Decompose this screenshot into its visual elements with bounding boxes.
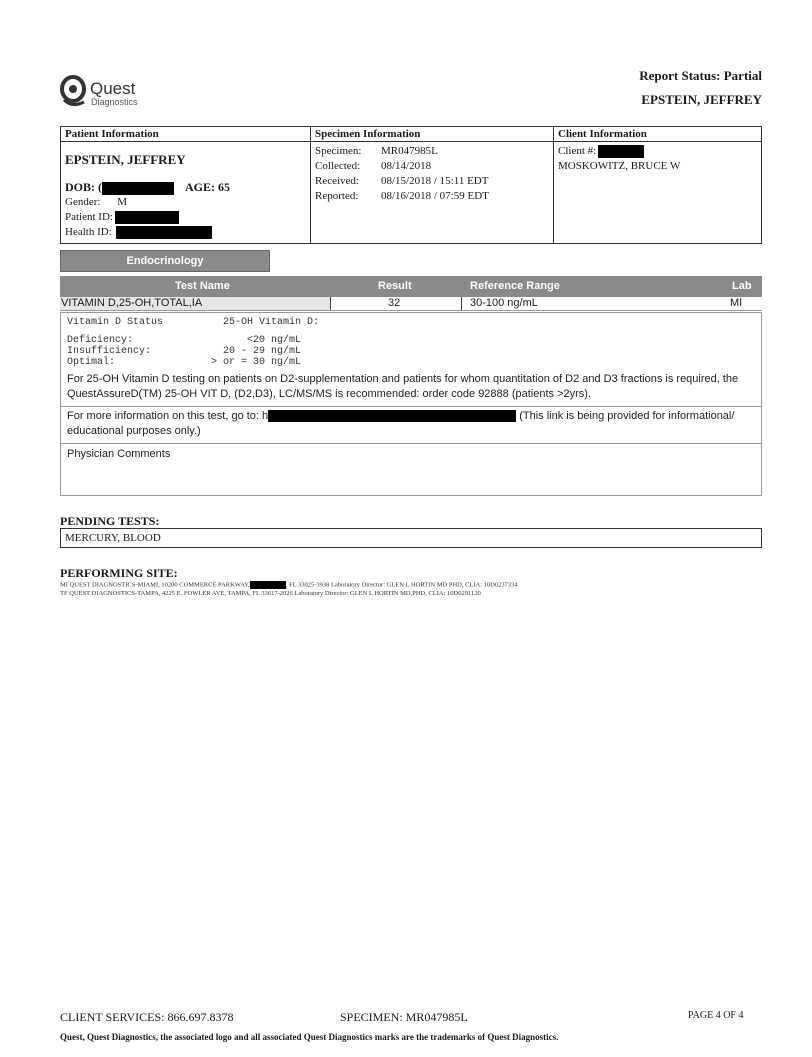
section-tab-endocrinology: Endocrinology (60, 250, 270, 272)
redaction (268, 410, 516, 422)
reference-range: 30-100 ng/mL (470, 297, 538, 309)
patient-id-line (61, 210, 310, 225)
performing-site-line: MI QUEST DIAGNOSTICS-MIAMI, 10200 COMMERCE PARKWAY, , FL 33025-3938 Laboratory Director: GLEN L HORTIN MD PHD, CLIA: 10D0237334 (60, 581, 518, 589)
col-reference-range: Reference Range (470, 280, 560, 292)
test-name: VITAMIN D,25-OH,TOTAL,IA (61, 297, 203, 309)
gender-label: Gender: (65, 196, 101, 208)
client-number-line (554, 142, 761, 159)
dob-label: DOB: ( (65, 180, 102, 194)
specimen-row: Collected: 08/14/2018 (315, 160, 432, 172)
specimen-information (311, 127, 554, 243)
redaction (115, 211, 179, 224)
redaction (116, 226, 212, 239)
specimen-row: Reported: 08/16/2018 / 07:59 EDT (315, 190, 489, 202)
client-info-heading: Client Information (554, 127, 761, 142)
col-lab: Lab (732, 280, 752, 292)
report-status: Report Status: Partial (639, 68, 762, 83)
results-table-header (60, 276, 762, 297)
more-info-note: For more information on this test, go to: h (This link is being provided for informational/ educational purposes only.) (67, 410, 735, 437)
page-number: PAGE 4 OF 4 (688, 1010, 744, 1021)
performing-site-line: TF QUEST DIAGNOSTICS-TAMPA, 4225 E. FOWLER AVE, TAMPA, FL 33617-2026 Laboratory Director: GLEN L HORTIN MD,PHD, CLIA: 10D0291120 (60, 590, 481, 597)
health-id-line (61, 225, 310, 240)
status-line: Optimal: > or = 30 ng/mL (67, 357, 302, 368)
client-services: CLIENT SERVICES: 866.697.8378 (60, 1010, 234, 1024)
patient-info-heading: Patient Information (61, 127, 310, 142)
patient-information (61, 127, 311, 243)
footer-specimen: SPECIMEN: MR047985L (340, 1010, 468, 1024)
testing-note: For 25-OH Vitamin D testing on patients on D2-supplementation and patients for whom quantitation of D2 and D3 fractions is required, the QuestAssureD(TM) 25-OH VIT D, (D2,D3), LC/MS/MS is recommended: order code 92888 (patients >2yrs). (67, 373, 739, 400)
result-value: 32 (388, 297, 401, 309)
pending-tests-box (60, 528, 762, 548)
pending-tests-title: PENDING TESTS: (60, 514, 160, 528)
performing-site-title: PERFORMING SITE: (60, 566, 178, 580)
specimen-row: Received: 08/15/2018 / 15:11 EDT (315, 175, 489, 187)
pending-test-item: MERCURY, BLOOD (65, 532, 161, 544)
health-id-label: Health ID: (65, 226, 112, 238)
client-information (554, 127, 761, 243)
result-comments (60, 312, 762, 496)
status-line: Deficiency: <20 ng/mL (67, 335, 302, 346)
age-label: AGE: 65 (185, 180, 230, 194)
physician-comments: Physician Comments (67, 448, 171, 460)
lab-code: MI (730, 297, 743, 309)
quest-logo (60, 74, 170, 110)
patient-name: EPSTEIN, JEFFREY (65, 152, 186, 167)
specimen-info-heading: Specimen Information (311, 127, 553, 142)
logo-subtitle: Diagnostics (91, 97, 138, 107)
redaction (102, 182, 174, 195)
status-line: Insufficiency: 20 - 29 ng/mL (67, 346, 302, 357)
specimen-row: Specimen: MR047985L (315, 145, 438, 157)
info-box (60, 126, 762, 244)
specimen-rows (311, 142, 553, 204)
redaction (250, 581, 286, 589)
quest-logo-icon (60, 74, 88, 108)
gender-line (61, 195, 310, 210)
patient-id-label: Patient ID: (65, 211, 113, 223)
dob-age-line (61, 180, 310, 195)
client-number-label: Client #: (558, 145, 597, 157)
redaction (598, 145, 644, 158)
ordering-physician: MOSKOWITZ, BRUCE W (558, 160, 681, 172)
vitamin-d-status: Vitamin D Status 25-OH Vitamin D: (67, 317, 320, 328)
col-test-name: Test Name (175, 280, 230, 292)
col-result: Result (378, 280, 412, 292)
trademark-notice: Quest, Quest Diagnostics, the associated logo and all associated Quest Diagnostics marks are the trademarks of Quest Diagnostics. (60, 1032, 559, 1042)
gender-value: M (117, 196, 127, 208)
header-patient-name: EPSTEIN, JEFFREY (641, 92, 762, 107)
logo-wordmark: Quest (90, 79, 136, 98)
table-row (60, 297, 762, 311)
